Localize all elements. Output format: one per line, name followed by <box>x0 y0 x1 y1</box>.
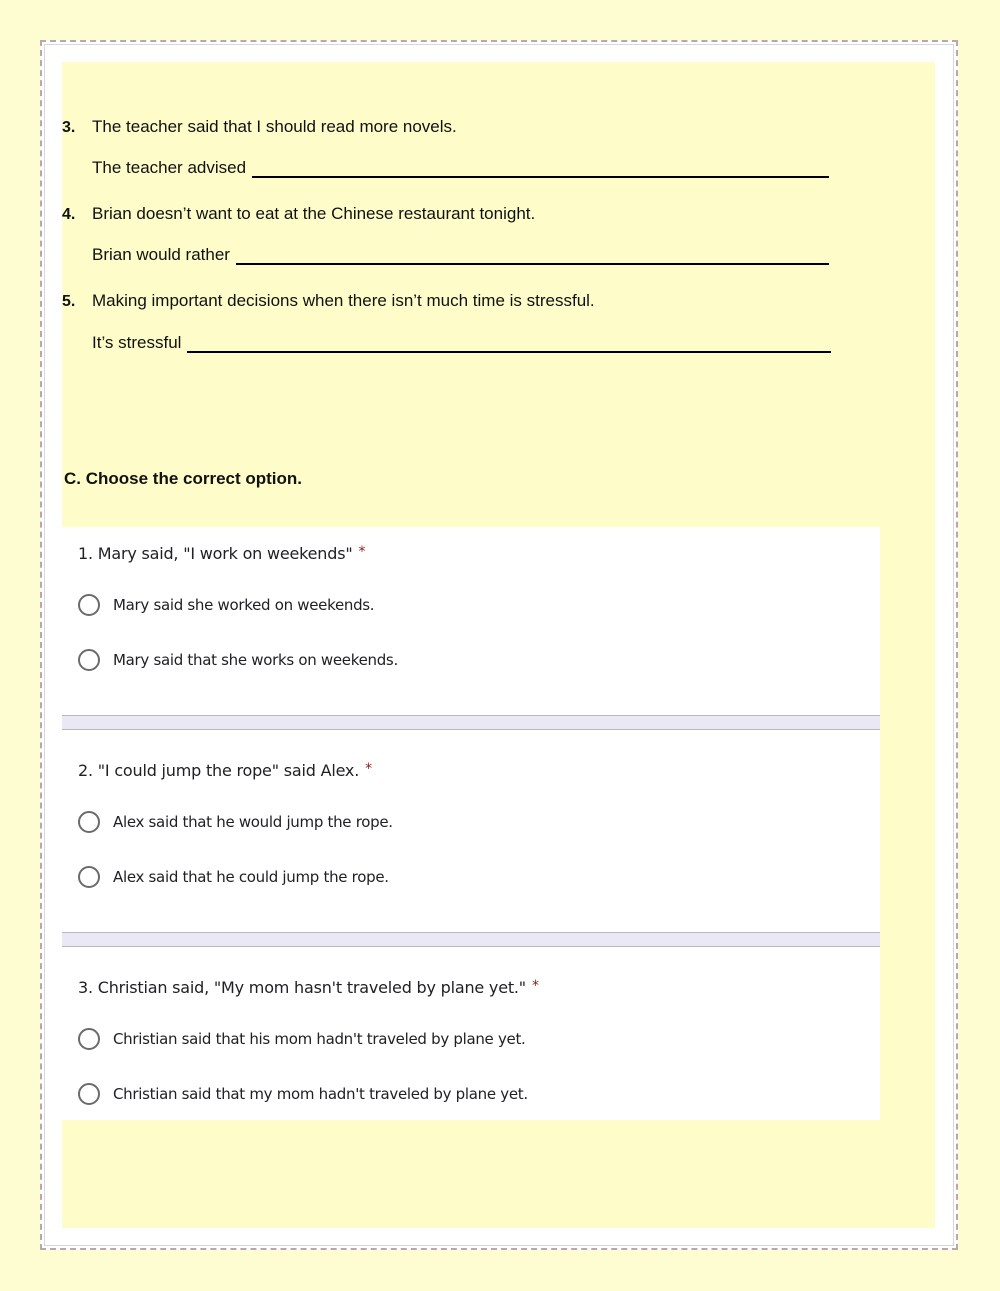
option-2[interactable] <box>78 1083 528 1105</box>
item-sentence: The teacher said that I should read more novels. <box>92 117 457 136</box>
option-1[interactable] <box>78 1028 526 1050</box>
question-title <box>78 978 539 997</box>
question-text: 3. Christian said, "My mom hasn't traveled by plane yet." <box>78 978 526 997</box>
option-label: Christian said that his mom hadn't traveled by plane yet. <box>113 1030 526 1048</box>
radio-button-icon[interactable] <box>78 811 100 833</box>
answer-row <box>92 245 829 265</box>
option-label: Mary said she worked on weekends. <box>113 596 375 614</box>
option-label: Alex said that he could jump the rope. <box>113 868 389 886</box>
required-marker: * <box>531 978 539 994</box>
answer-row <box>92 333 831 353</box>
question-text: 1. Mary said, "I work on weekends" <box>78 544 353 563</box>
question-card-3 <box>62 947 880 1120</box>
question-separator <box>62 932 880 947</box>
option-label: Alex said that he would jump the rope. <box>113 813 393 831</box>
radio-button-icon[interactable] <box>78 866 100 888</box>
option-2[interactable] <box>78 866 389 888</box>
item-sentence: Brian doesn’t want to eat at the Chinese restaurant tonight. <box>92 204 536 223</box>
required-marker: * <box>365 761 372 777</box>
item-number: 5. <box>62 293 76 310</box>
answer-blank-line[interactable] <box>236 245 829 265</box>
question-card-1 <box>62 527 880 715</box>
radio-button-icon[interactable] <box>78 1083 100 1105</box>
item-sentence: Making important decisions when there isn’t much time is stressful. <box>92 291 595 310</box>
radio-button-icon[interactable] <box>78 1028 100 1050</box>
radio-button-icon[interactable] <box>78 594 100 616</box>
radio-button-icon[interactable] <box>78 649 100 671</box>
answer-blank-line[interactable] <box>252 158 829 178</box>
question-separator <box>62 715 880 730</box>
option-1[interactable] <box>78 594 374 616</box>
answer-prompt: The teacher advised <box>92 158 247 177</box>
answer-prompt: Brian would rather <box>92 245 230 264</box>
question-title <box>78 761 372 780</box>
question-title <box>78 544 365 563</box>
answer-prompt: It’s stressful <box>92 333 182 352</box>
question-text: 2. "I could jump the rope" said Alex. <box>78 761 360 780</box>
section-title: C. Choose the correct option. <box>64 469 303 488</box>
item-number: 3. <box>62 119 76 136</box>
option-1[interactable] <box>78 811 393 833</box>
option-label: Mary said that she works on weekends. <box>113 651 398 669</box>
option-label: Christian said that my mom hadn't traveled by plane yet. <box>113 1085 528 1103</box>
question-card-2 <box>62 730 880 932</box>
required-marker: * <box>358 544 366 560</box>
option-2[interactable] <box>78 649 398 671</box>
item-number: 4. <box>62 206 76 223</box>
answer-blank-line[interactable] <box>187 333 831 353</box>
answer-row <box>92 158 829 178</box>
